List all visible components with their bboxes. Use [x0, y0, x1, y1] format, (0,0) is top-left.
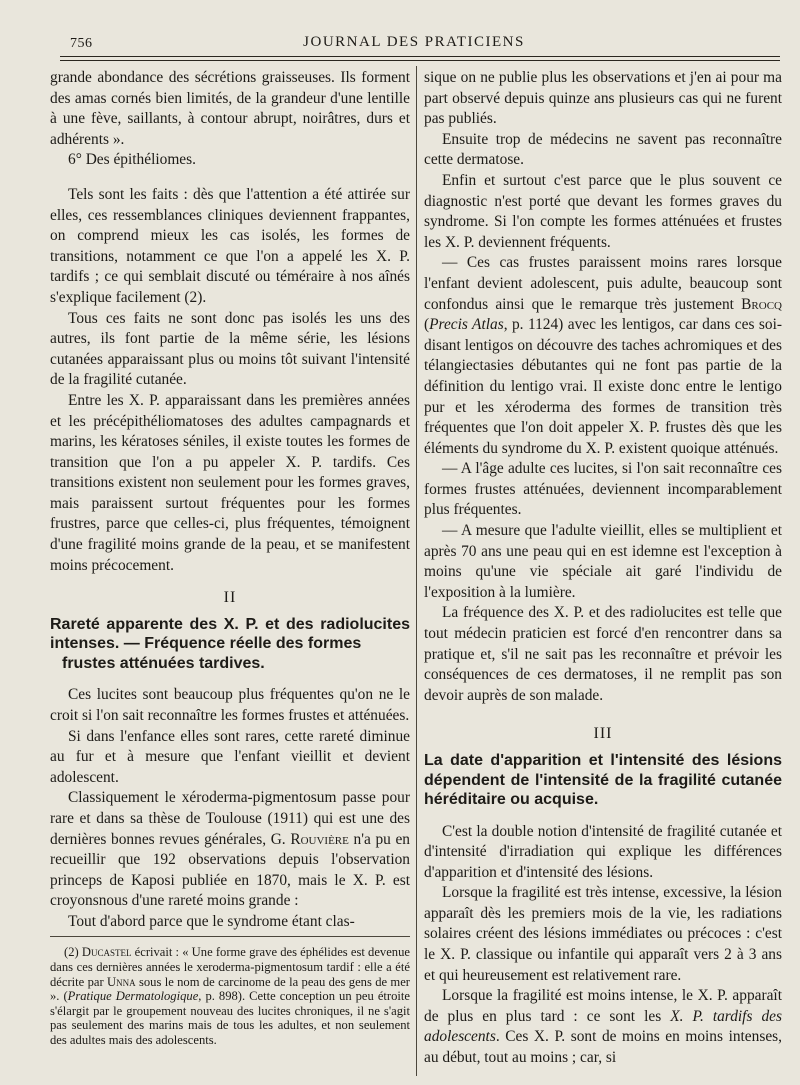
text-run: (: [424, 316, 430, 334]
text-run: (2): [64, 945, 82, 960]
footnote-rule: [50, 936, 410, 937]
text-run: Lorsque la fragilité est moins intense, le X. P. apparaît de plus en plus tard : ce sont les: [424, 987, 782, 1025]
paragraph: La fréquence des X. P. et des radiolucites est telle que tout médecin praticien est forcé d'en rencontrer dans sa pratique et, s'il ne sait pas les reconnaître et prévoir les conséquences de ces dermatoses, il ne remplit pas son devoir auprès de son malade.: [424, 604, 782, 704]
column-divider: [416, 66, 417, 1076]
paragraph: [424, 986, 782, 1068]
section-title: La date d'apparition et l'intensité des lésions dépendent de l'intensité de la fragilité cutanée héréditaire ou acquise.: [424, 752, 782, 808]
text-run: , p. 898). Cette conception un peu étroite s'élargit par le groupement nouveau des lucites chroniques, il ne s'agit pas seulement des marins mais de tous les adultes, et non seulement des adultes mais des adolescents.: [50, 989, 410, 1048]
paragraph: Tous ces faits ne sont donc pas isolés les uns des autres, ils font partie de la même série, les lésions cutanées apparaissant plus ou moins tôt suivant l'intensité de la fragilité cutanée.: [50, 309, 410, 389]
paragraph: Si dans l'enfance elles sont rares, cette rareté diminue au fur et à mesure que l'enfant vieillit et devient adolescent.: [50, 727, 410, 786]
book-title: Precis Atlas: [429, 316, 504, 334]
paragraph: Ensuite trop de médecins ne savent pas reconnaître cette dermatose.: [424, 130, 782, 169]
spacer: [50, 171, 410, 185]
page-header: [58, 30, 770, 54]
author-name: Ducastel: [81, 945, 132, 960]
author-name: Rouvière: [290, 830, 349, 848]
list-item: 6° Des épithéliomes.: [68, 151, 196, 169]
left-column: [50, 68, 410, 1048]
paragraph: — A mesure que l'adulte vieillit, elles se multiplient et après 70 ans une peau qui en est idemne est l'exception à moins qu'une vie spéciale ait garé l'individu de l'exposition à la lumière.: [424, 522, 782, 601]
journal-title: JOURNAL DES PRATICIENS: [303, 34, 525, 50]
text-run: Classiquement le xéroderma-pigmentosum passe pour rare et dans sa thèse de Toulouse (1911) qui est une des dernières bonnes revues générales, G.: [50, 789, 410, 848]
paragraph: C'est la double notion d'intensité de fragilité cutanée et d'intensité d'irradiation qui explique les différences d'apparition et d'intensité des lésions.: [424, 822, 782, 881]
paragraph: Enfin et surtout c'est parce que le plus souvent ce diagnostic n'est porté que devant les formes graves du syndrome. Si l'on compte les formes atténuées et frustes les X. P. deviennent fréquents.: [424, 171, 782, 251]
right-column: [424, 68, 782, 1069]
text-run: sous le nom de carcinome de la peau des gens de mer ». (: [50, 974, 410, 1004]
footnote: [50, 945, 410, 1047]
paragraph: Ces lucites sont beaucoup plus fréquentes qu'on ne le croit si l'on sait reconnaître les formes frustes et atténuées.: [50, 686, 410, 724]
paragraph: [50, 788, 410, 912]
section-title-line: frustes atténuées tardives.: [62, 654, 265, 672]
header-rule: [60, 56, 780, 57]
text-run: , p. 1124) avec les lentigos, car dans ces soi-disant lentigos on découvre des taches achromiques et des télangiectasies débutantes qui ne font pas partie de la définition du lentigo vrai. Il existe donc entre le lentigo pur et les xéroderma des formes de transition très fréquentes que l'on doit appeler X. P. frustes dès que les éléments du syndrome du X. P. existent quoique atténués.: [424, 316, 782, 457]
section-number: II: [223, 589, 237, 607]
text-run: . Ces X. P. sont de moins en moins intenses, au début, tout au moins ; car, si: [424, 1028, 782, 1067]
header-rule-thin: [60, 60, 780, 61]
section-number: III: [593, 725, 613, 743]
paragraph: Entre les X. P. apparaissant dans les premières années et les précépithéliomatoses des adultes campagnards et marins, les kératoses séniles, il existe toutes les formes de transition que l'on a pu appeler X. P. tardifs. Ces transitions existent non seulement pour les formes graves, mais paraissent surtout fréquentes pour les formes frustres, parce que celles-ci, plus fréquentes, témoignent d'une fragilité moins grande de la peau, et se manifestent moins précocement.: [50, 391, 410, 574]
text-run: — Ces cas frustes paraissent moins rares lorsque l'enfant devient adolescent, puis adulte, beaucoup sont confondus ainsi que le remarque très justement: [424, 254, 782, 313]
paragraph: [424, 253, 782, 459]
text-run: n'a pu en recueillir que 192 observations depuis l'observation princeps de Kaposi publiée en 1870, mais le X. P. est croyonsnous d'une rareté moins grande :: [50, 830, 411, 910]
paragraph: Tels sont les faits : dès que l'attention a été attirée sur elles, ces ressemblances cliniques deviennent frappantes, on comprend mieux les cas isolés, les formes de transitions, notamment ce que l'on a appelé les X. P. tardifs ; ce qui semblait discuté ou téméraire à nos aînés s'explique facilement (2).: [50, 185, 410, 306]
italic-phrase: X. P. tardifs des adolescents: [424, 1007, 782, 1046]
footnote-text: [50, 945, 410, 1047]
paragraph: — A l'âge adulte ces lucites, si l'on sait reconnaître ces formes frustes atténuées, deviennent incomparablement plus fréquentes.: [424, 460, 782, 519]
paragraph: Lorsque la fragilité est très intense, excessive, la lésion apparaît dès les premiers mois de la vie, les radiations solaires créent des lésions immédiates ou précoces : c'est le X. P. classique ou infantile qui apparaît vers 2 à 3 ans et qui heureusement est relativement rare.: [424, 884, 782, 984]
page-number: 756: [70, 36, 93, 51]
paragraph: sique on ne publie plus les observations et j'en ai pour ma part observé depuis quinze ans plusieurs cas qui ne furent pas publiés.: [424, 69, 782, 128]
section-title-line: Rareté apparente des X. P. et des radiolucites intenses. — Fréquence réelle des formes: [50, 615, 410, 653]
author-name: Unna: [107, 974, 136, 989]
paragraph: Tout d'abord parce que le syndrome étant clas-: [68, 912, 355, 930]
text-run: écrivait : « Une forme grave des éphélides est devenue dans ces dernières années le xeroderma-pigmentosum tardif : elle a été décrite par: [50, 945, 410, 989]
author-name: Brocq: [741, 295, 782, 313]
paragraph: grande abondance des sécrétions graisseuses. Ils forment des amas cornés bien limités, de la grandeur d'une lentille à une fève, saillants, à contour abrupt, noirâtres, durs et adhérents ».: [50, 69, 410, 148]
section-title: [50, 615, 410, 674]
book-title: Pratique Dermatologique: [67, 989, 199, 1004]
